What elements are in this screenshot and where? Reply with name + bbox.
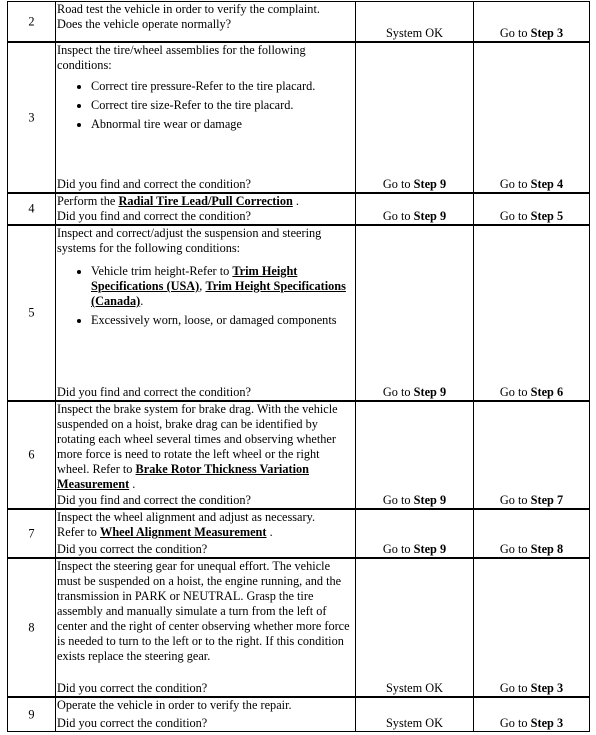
action-text: Inspect the tire/wheel assemblies for the following [57,43,306,57]
yes-result: Go to Step 9 [382,209,447,223]
yes-result: System OK [385,681,444,695]
step-link[interactable]: Step 5 [530,209,564,223]
radial-tire-lead-link[interactable]: Radial Tire Lead/Pull Correction [118,194,293,208]
no-result: Go to Step 3 [499,716,564,730]
action-text: Operate the vehicle in order to verify the repair. [57,698,292,712]
list-item: • Vehicle trim height-Refer to Trim Height Specifications (USA), Trim Height Specifications (Canada). [91,264,353,309]
step-number: 6 [28,447,35,462]
table-row [8,43,590,194]
action-text: systems for the following conditions: [57,241,241,255]
step-number: 9 [28,707,35,721]
trim-height-canada-link[interactable]: Trim Height Specifications (Canada) [91,279,346,308]
question-text: Did you find and correct the condition? [57,209,251,223]
no-result: Go to Step 4 [499,177,564,191]
step-link[interactable]: Step 4 [530,177,564,191]
diagnostic-table [7,1,590,732]
list-item: • Correct tire pressure-Refer to the tire placard. [91,79,353,94]
step-number: 2 [28,14,35,28]
table-row [8,510,590,559]
action-text: Perform the Radial Tire Lead/Pull Correction . [57,194,299,208]
yes-result: Go to Step 9 [382,493,447,507]
list-item: • Excessively worn, loose, or damaged components [91,313,353,328]
yes-result: System OK [385,26,444,40]
yes-result: Go to Step 9 [382,385,447,399]
yes-result: System OK [385,716,444,730]
table-row [8,559,590,698]
table-row [8,698,590,732]
step-number: 3 [28,110,35,124]
step-number: 8 [28,620,35,634]
step-link[interactable]: Step 9 [413,177,447,191]
step-link[interactable]: Step 8 [530,542,564,556]
list-item: • Abnormal tire wear or damage [91,117,353,132]
step-link[interactable]: Step 7 [530,493,564,507]
question-text: Did you correct the condition? [57,542,208,556]
action-text: Inspect the steering gear for unequal effort. The vehicle must be suspended on a hoist, the engine running, and the transmission in PARK or NEUTRAL. Grasp the tire assembly and manually simulate a turn from the left of center and the right of center observing whether more force is needed to turn to the left or to the right. If this condition exists replace the steering gear. [57,559,350,663]
action-text: Inspect and correct/adjust the suspension and steering [57,226,322,240]
action-text: Inspect the wheel alignment and adjust as necessary. [57,510,316,524]
step-number: 4 [28,201,35,216]
no-result: Go to Step 6 [499,385,564,399]
no-result: Go to Step 5 [499,209,564,223]
action-text: conditions: [57,58,112,72]
question-text: Did you correct the condition? [57,681,208,695]
step-link[interactable]: Step 9 [413,542,447,556]
condition-list [57,79,353,132]
question-text: Does the vehicle operate normally? [57,17,232,31]
trim-height-usa-link[interactable]: Trim Height Specifications (USA) [91,264,298,293]
step-number: 7 [28,526,35,540]
question-text: Did you correct the condition? [57,716,208,730]
step-link[interactable]: Step 6 [530,385,564,399]
brake-rotor-link[interactable]: Brake Rotor Thickness Variation Measurement [57,462,309,491]
action-text: Inspect the brake system for brake drag. With the vehicle suspended on a hoist, brake drag can be identified by rotating each wheel several times and observing whether more force is need to rotate the left wheel or the right wheel. Refer to Brake Rotor Thickness Variation Measurement . [57,402,338,491]
table-row [8,226,590,402]
step-link[interactable]: Step 3 [530,716,564,730]
condition-list [57,264,353,328]
no-result: Go to Step 3 [499,681,564,695]
table-row [8,194,590,226]
no-result: Go to Step 7 [499,493,564,507]
yes-result: Go to Step 9 [382,542,447,556]
yes-result: Go to Step 9 [382,177,447,191]
list-item: • Correct tire size-Refer to the tire placard. [91,98,353,113]
action-text: Refer to Wheel Alignment Measurement . [57,525,273,539]
action-text: Road test the vehicle in order to verify the complaint. [57,2,320,16]
no-result: Go to Step 3 [499,26,564,40]
table-row [8,2,590,43]
question-text: Did you find and correct the condition? [57,177,251,191]
step-link[interactable]: Step 3 [530,681,564,695]
step-link[interactable]: Step 9 [413,493,447,507]
no-result: Go to Step 8 [499,542,564,556]
step-link[interactable]: Step 9 [413,385,447,399]
table-row [8,402,590,510]
question-text: Did you find and correct the condition? [57,493,251,507]
step-number: 5 [28,305,35,320]
step-link[interactable]: Step 9 [413,209,447,223]
question-text: Did you find and correct the condition? [57,385,251,399]
wheel-alignment-link[interactable]: Wheel Alignment Measurement [100,525,267,539]
